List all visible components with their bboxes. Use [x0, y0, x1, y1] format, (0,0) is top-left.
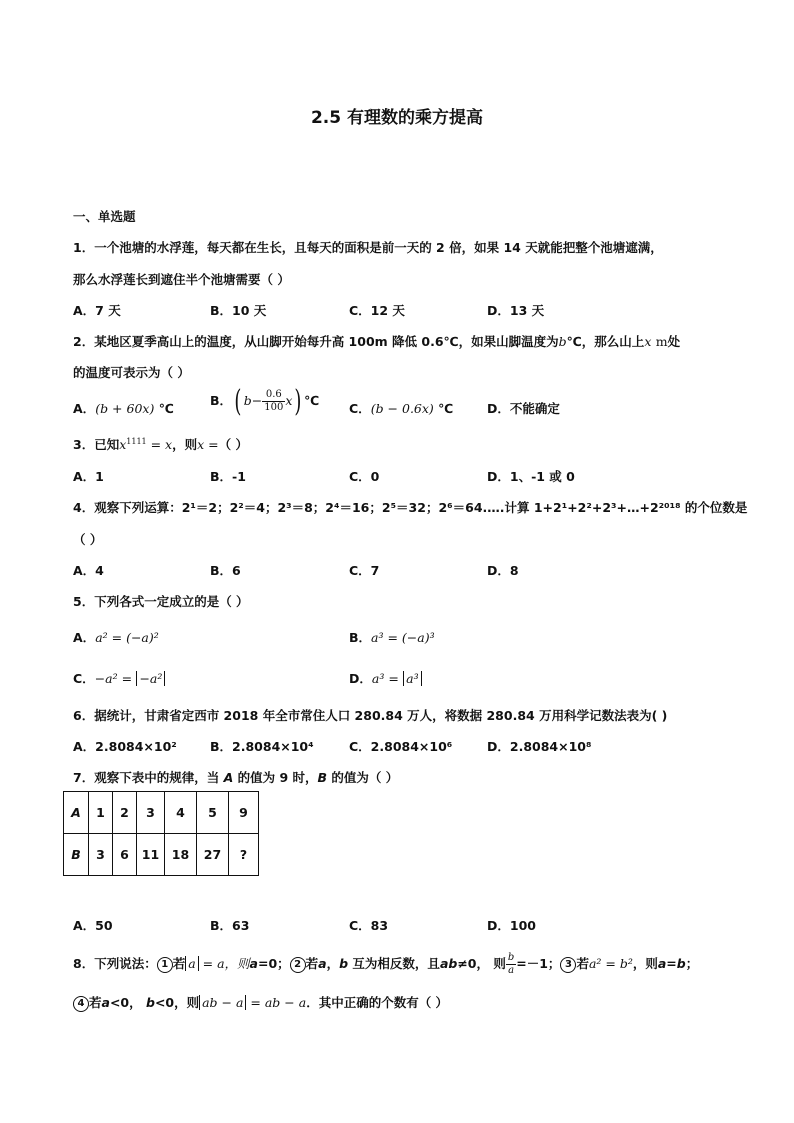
q2-option-b-var-b: b [243, 393, 252, 408]
q2-option-b [210, 383, 320, 419]
q3-option-d: D．1、-1 或 0 [487, 469, 575, 484]
q8-var-b2: b [145, 995, 155, 1010]
q8-text-17: ．其中正确的个数有（ ） [306, 995, 449, 1010]
q5-option-c [73, 669, 165, 687]
q8-abs-expr: ab − a [199, 995, 246, 1010]
q5-option-c-label: C． [73, 671, 95, 686]
q3-expr2: x = [197, 437, 219, 452]
q8-fraction-denominator: a [508, 965, 515, 976]
q6-stem: 6．据统计，甘肃省定西市 2018 年全市常住人口 280.84 万人，将数据 280.84 万用科学记数法表为( ) [73, 708, 668, 723]
table-cell: 2 [113, 792, 137, 834]
q3-option-b: B．-1 [210, 469, 246, 484]
q8-text-8: ≠0， 则 [457, 956, 506, 971]
table-row [64, 792, 259, 834]
q8-stem-line2 [73, 993, 448, 1012]
right-paren-glyph: ) [294, 383, 302, 419]
q2-var-x: x [644, 334, 652, 349]
q7-option-c: C．83 [349, 918, 389, 933]
q1-option-d: D．13 天 [487, 303, 545, 318]
q8-var-a-eq-b: a=b [657, 956, 686, 971]
q2-option-b-fraction [262, 389, 285, 414]
q8-text-5: 若 [305, 956, 319, 971]
q8-expr-square: a² = b² [588, 956, 633, 971]
q8-stem-line1 [73, 952, 698, 977]
q8-text-16: = ab − a [246, 995, 307, 1010]
q8-var-a3: a [101, 995, 110, 1010]
q5-option-d-abs: a³ [403, 671, 421, 686]
q3-stem [73, 435, 248, 453]
q8-abs-a: a [185, 956, 198, 971]
page-title: 2.5 有理数的乘方提高 [310, 108, 484, 128]
q2-option-a-unit: ℃ [158, 401, 174, 416]
q5-option-a-label: A． [73, 630, 96, 645]
table-cell: 18 [165, 834, 197, 876]
q2-option-a-label: A． [73, 401, 96, 416]
q3-option-c: C．0 [349, 469, 380, 484]
q4-option-c: C．7 [349, 563, 380, 578]
row-a-header: A [71, 805, 81, 820]
circled-number-1: 1 [157, 957, 173, 973]
table-cell [64, 792, 89, 834]
q8-text-10: 若 [576, 956, 589, 971]
table-cell: 1 [89, 792, 113, 834]
q5-option-b-label: B． [349, 630, 372, 645]
q3-expr-rest: = x [146, 437, 173, 452]
q6-option-b: B．2.8084×10⁴ [210, 739, 314, 754]
q5-option-d [349, 669, 422, 687]
q8-text-1: 8．下列说法： [73, 956, 157, 971]
q2-text-b: ℃，那么山上 [566, 334, 645, 349]
q2-option-c-unit: ℃ [438, 401, 454, 416]
q2-option-a-expr: (b + 60x) [95, 401, 155, 416]
q2-var-b: b [558, 334, 567, 349]
table-cell: 3 [137, 792, 165, 834]
q7-text-c: 的值为（ ） [331, 770, 399, 785]
q8-text-7: 互为相反数，且 [348, 956, 440, 971]
table-row [64, 834, 259, 876]
q7-option-b: B．63 [210, 918, 250, 933]
circled-number-4: 4 [73, 996, 89, 1012]
left-paren-glyph: ( [234, 383, 242, 419]
q8-text-12: ； [685, 956, 699, 971]
q8-text-4: =0； [257, 956, 290, 971]
table-cell: 11 [137, 834, 165, 876]
q2-text-a: 2．某地区夏季高山上的温度，从山脚开始每升高 100m 降低 0.6℃，如果山脚温度为 [73, 334, 559, 349]
q2-option-b-label: B． [210, 393, 233, 408]
q2-fraction-denominator: 100 [264, 402, 284, 413]
q2-option-d: D．不能确定 [487, 401, 560, 416]
q5-option-a [73, 628, 159, 646]
q1-stem-line1: 1．一个池塘的水浮莲，每天都在生长，且每天的面积是前一天的 2 倍，如果 14 天就能把整个池塘遮满， [73, 240, 663, 255]
q6-option-d: D．2.8084×10⁸ [487, 739, 592, 754]
q8-text-6: ， [326, 956, 340, 971]
q4-option-a: A．4 [73, 563, 104, 578]
q3-expr-base: x [119, 437, 127, 452]
q8-var-ab: ab [439, 956, 458, 971]
q8-var-a: a [249, 956, 258, 971]
q6-option-a: A．2.8084×10² [73, 739, 177, 754]
q2-text-c: 处 [667, 334, 681, 349]
q7-stem [73, 768, 398, 786]
q7-var-a: A [223, 770, 234, 785]
q7-var-b: B [317, 770, 328, 785]
q5-option-a-expr: a² = (−a)² [95, 630, 159, 645]
q2-unit-m: m [655, 334, 668, 349]
q3-option-a: A．1 [73, 469, 104, 484]
circled-number-2: 2 [290, 957, 306, 973]
q8-text-13: 若 [89, 995, 102, 1010]
q2-option-b-minus: − [251, 393, 263, 408]
q5-option-b [349, 628, 435, 646]
q5-option-d-left: a³ = [371, 671, 399, 686]
q3-text-b: ，则 [172, 437, 198, 452]
q7-pattern-table [63, 791, 259, 876]
table-cell: 5 [197, 792, 229, 834]
q8-fraction-numerator: b [507, 952, 515, 963]
table-cell: 4 [165, 792, 197, 834]
q5-option-d-label: D． [349, 671, 372, 686]
q1-stem-line2: 那么水浮莲长到遮住半个池塘需要（ ） [73, 272, 290, 287]
table-cell: 27 [197, 834, 229, 876]
row-b-header: B [71, 847, 81, 862]
q8-text-9: =－1； [516, 956, 561, 971]
circled-number-3: 3 [560, 957, 576, 973]
q5-stem: 5．下列各式一定成立的是（ ） [73, 594, 249, 609]
q5-option-c-left: −a² = [94, 671, 133, 686]
q2-option-b-var-x: x [285, 393, 293, 408]
q8-var-a2: a [318, 956, 327, 971]
q7-text-b: 的值为 9 时， [237, 770, 318, 785]
q1-option-c: C．12 天 [349, 303, 405, 318]
q2-option-b-unit: ℃ [304, 393, 320, 408]
q2-fraction-numerator: 0.6 [262, 389, 285, 402]
table-cell [64, 834, 89, 876]
q7-option-d: D．100 [487, 918, 536, 933]
table-cell: 9 [229, 792, 259, 834]
q5-option-c-abs: −a² [136, 671, 165, 686]
q4-option-b: B．6 [210, 563, 241, 578]
q8-text-3: = a，则 [198, 956, 250, 971]
q4-option-d: D．8 [487, 563, 519, 578]
q2-stem-line2: 的温度可表示为（ ） [73, 365, 190, 380]
section-heading: 一、单选题 [73, 209, 136, 224]
q7-option-a: A．50 [73, 918, 113, 933]
q4-stem-line2: （ ） [73, 532, 103, 547]
q8-text-14: <0， [109, 995, 142, 1010]
q2-option-c [349, 399, 453, 417]
table-cell: ? [229, 834, 259, 876]
q2-option-c-label: C． [349, 401, 371, 416]
q2-option-c-expr: (b − 0.6x) [370, 401, 434, 416]
q6-option-c: C．2.8084×10⁶ [349, 739, 453, 754]
table-cell: 3 [89, 834, 113, 876]
table-cell: 6 [113, 834, 137, 876]
q8-text-15: <0，则 [154, 995, 200, 1010]
q1-option-b: B．10 天 [210, 303, 267, 318]
q2-stem-line1 [73, 332, 680, 350]
q8-fraction [506, 952, 516, 977]
q3-text-c: （ ） [218, 437, 248, 452]
q8-text-2: 若 [172, 956, 186, 971]
q8-var-b: b [339, 956, 349, 971]
q8-text-11: ，则 [632, 956, 658, 971]
q3-expr-exponent: 1111 [126, 437, 147, 446]
q1-option-a: A．7 天 [73, 303, 121, 318]
q2-option-a [73, 399, 174, 417]
q3-text-a: 3．已知 [73, 437, 120, 452]
q5-option-b-expr: a³ = (−a)³ [371, 630, 435, 645]
q4-stem-line1: 4．观察下列运算：2¹＝2；2²＝4；2³＝8；2⁴＝16；2⁵＝32；2⁶＝64.….计算 1+2¹+2²+2³+…+2²⁰¹⁸ 的个位数是 [73, 500, 748, 515]
q7-text-a: 7．观察下表中的规律，当 [73, 770, 220, 785]
